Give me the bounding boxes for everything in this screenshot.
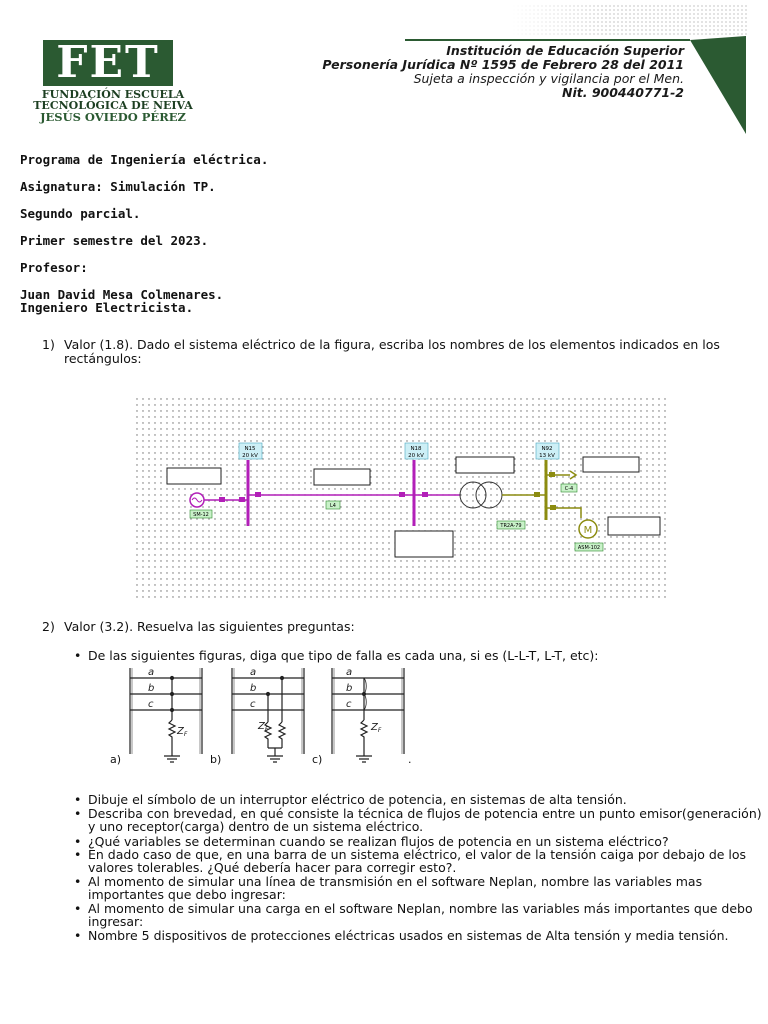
- logo-line-2: TECNOLÓGICA DE NEIVA: [33, 99, 193, 112]
- impedance-label: $Z_F$: [177, 726, 188, 738]
- question-1-text: Valor (1.8). Dado el sistema eléctrico de la figura, escriba los nombres de los elementos indicados en los rectángulos:: [64, 337, 720, 366]
- list-item-text: ¿Qué variables se determinan cuando se realizan flujos de potencia en un sistema eléctrico?: [88, 834, 669, 849]
- bus-n92-kv: 13 kV: [539, 453, 555, 459]
- list-item-text: Al momento de simular una línea de transmisión en el software Neplan, nombre las variables mas importantes que debo ingresar:: [88, 874, 703, 902]
- bullet-marker: •: [74, 806, 82, 821]
- motor-letter: M: [583, 525, 593, 536]
- figures-trailing-dot: .: [408, 753, 412, 766]
- bullet-marker: •: [74, 928, 82, 943]
- answer-box-2[interactable]: [314, 469, 370, 485]
- bus-n92-name: N92: [541, 446, 553, 452]
- load-label: C-4: [564, 486, 574, 492]
- list-item-text: Dibuje el símbolo de un interruptor eléctrico de potencia, en sistemas de alta tensión.: [88, 792, 627, 807]
- bus-n15-kv: 20 kV: [242, 453, 258, 459]
- bus-n15-name: N15: [244, 446, 256, 452]
- motor-label: ASM-102: [577, 545, 601, 551]
- semester-line: Primer semestre del 2023.: [20, 233, 209, 248]
- phase-c-label: c: [148, 699, 154, 710]
- answer-box-3[interactable]: [456, 457, 514, 473]
- answer-box-5[interactable]: [395, 531, 453, 557]
- faults-intro-text: De las siguientes figuras, diga que tipo de falla es cada una, si es (L-L-T, L-T, etc):: [88, 648, 599, 663]
- phase-c-label: c: [346, 699, 352, 710]
- institution-supervision: Sujeta a inspección y vigilancia por el Men.: [413, 71, 684, 86]
- question-1-number: 1): [42, 337, 55, 352]
- logo-mark: FET: [43, 40, 173, 86]
- answer-box-1[interactable]: [167, 468, 221, 484]
- list-item-text: Al momento de simular una carga en el software Neplan, nombre las variables más importantes que debo ingresar:: [88, 901, 753, 929]
- institution-legal: Personería Jurídica Nº 1595 de Febrero 28 del 2011: [322, 57, 684, 72]
- phase-c-label: c: [250, 699, 256, 710]
- phase-b-label: b: [148, 683, 155, 694]
- institution-type: Institución de Educación Superior: [446, 43, 684, 58]
- impedance-label: $Z_F$: [371, 722, 382, 734]
- list-item: [74, 806, 763, 834]
- bullet-marker: •: [74, 901, 82, 916]
- bullet-marker: •: [74, 648, 82, 663]
- fault-figure-c: [332, 668, 404, 762]
- phase-b-label: b: [346, 683, 353, 694]
- bullet-marker: •: [74, 874, 82, 889]
- impedance-label: $Z_F$: [258, 721, 269, 733]
- list-item: [74, 874, 763, 902]
- figure-c-label: c): [312, 753, 323, 766]
- figure-b-label: b): [210, 753, 222, 766]
- phase-a-label: a: [346, 667, 353, 678]
- program-line: Programa de Ingeniería eléctrica.: [20, 152, 269, 167]
- answer-box-4[interactable]: [583, 457, 639, 472]
- bus-n18-name: N18: [410, 446, 422, 452]
- header-triangle: [690, 36, 746, 134]
- fault-figure-b: [232, 668, 304, 762]
- bus-n18-kv: 20 kV: [408, 453, 424, 459]
- figure-a-label: a): [110, 753, 122, 766]
- answer-box-6[interactable]: [608, 517, 660, 535]
- list-item-text: En dado caso de que, en una barra de un sistema eléctrico, el valor de la tensión caiga por debajo de los valores tolerables. ¿Qué debería hacer para corregir esto?.: [88, 847, 747, 875]
- single-line-diagram: [136, 398, 670, 598]
- list-item: [74, 792, 763, 807]
- logo-line-1: FUNDACIÓN ESCUELA: [41, 88, 185, 101]
- institution-block: [300, 44, 684, 100]
- professor-title: Ingeniero Electricista.: [20, 300, 194, 315]
- list-item: [74, 847, 763, 875]
- fault-figure-a: [130, 668, 202, 762]
- phase-b-label: b: [250, 683, 257, 694]
- exam-line: Segundo parcial.: [20, 206, 141, 221]
- bullet-marker: •: [74, 834, 82, 849]
- bullet-marker: •: [74, 847, 82, 862]
- list-item-text: Nombre 5 dispositivos de protecciones eléctricas usados en sistemas de Alta tensión y media tensión.: [88, 928, 729, 943]
- phase-a-label: a: [148, 667, 155, 678]
- list-item: [74, 928, 763, 943]
- line-label: L4: [330, 503, 336, 509]
- generator-label: SM-12: [193, 512, 209, 518]
- question-2-number: 2): [42, 619, 55, 634]
- logo-line-3: JESÚS OVIEDO PÉREZ: [40, 110, 186, 124]
- bullet-marker: •: [74, 792, 82, 807]
- subject-line: Asignatura: Simulación TP.: [20, 179, 216, 194]
- grid-background: [136, 398, 670, 598]
- transformer-label: TR2A-79: [500, 523, 522, 529]
- list-item: [74, 901, 763, 929]
- professor-label: Profesor:: [20, 260, 88, 275]
- phase-a-label: a: [250, 667, 257, 678]
- fault-figures: [100, 664, 430, 776]
- question-2-text: Valor (3.2). Resuelva las siguientes preguntas:: [64, 619, 355, 634]
- header-banner: [0, 0, 768, 140]
- professor-name: Juan David Mesa Colmenares.: [20, 287, 224, 302]
- faults-intro-item: [74, 648, 763, 663]
- question-1: [42, 338, 764, 366]
- list-item-text: Describa con brevedad, en qué consiste la técnica de flujos de potencia entre un punto emisor(generación) y uno receptor(carga) dentro de un sistema eléctrico.: [88, 806, 762, 834]
- question-2: [42, 620, 764, 634]
- institution-nit: Nit. 900440771-2: [562, 85, 684, 100]
